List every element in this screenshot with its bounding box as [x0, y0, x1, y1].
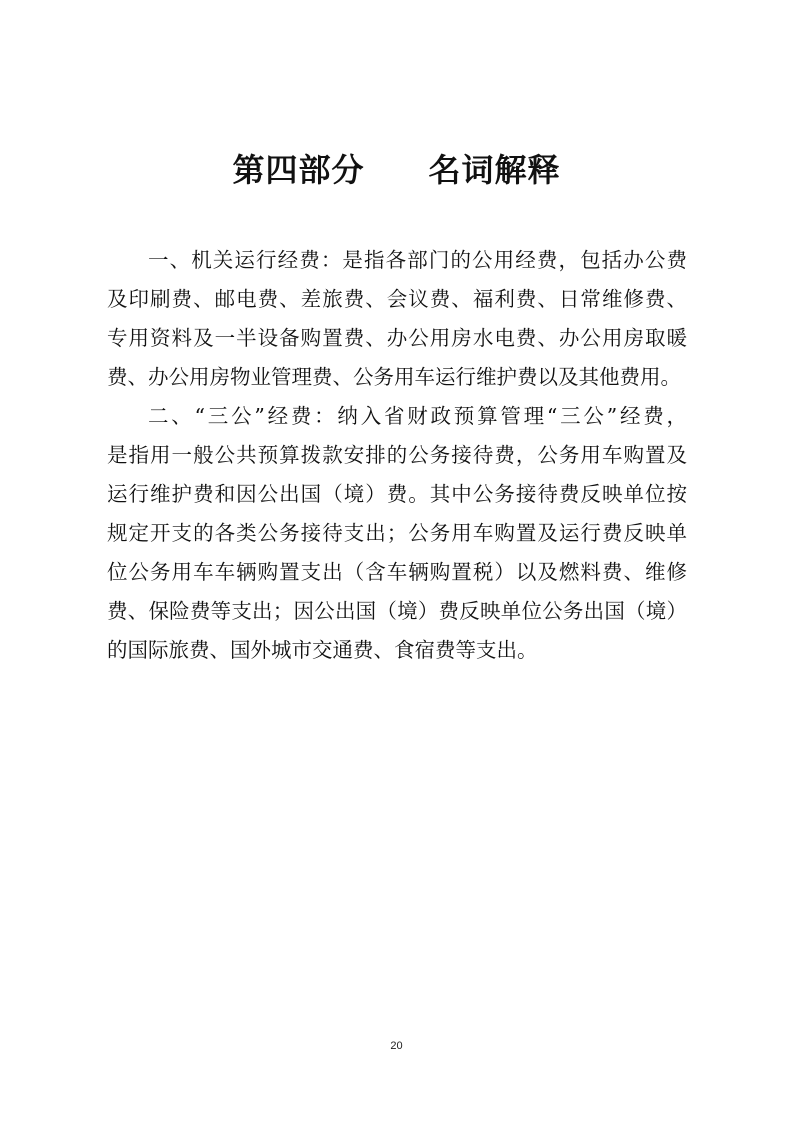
paragraph-line: 是指用一般公共预算拨款安排的公务接待费，公务用车购置及: [107, 443, 687, 467]
paragraph-three-public-expenses: [107, 397, 687, 670]
paragraph-line: 运行维护费和因公出国（境）费。其中公务接待费反映单位按: [107, 482, 687, 506]
paragraph-line: 规定开支的各类公务接待支出；公务用车购置及运行费反映单: [107, 521, 687, 545]
body-text: [107, 241, 687, 670]
paragraph-line: 及印刷费、邮电费、差旅费、会议费、福利费、日常维修费、: [107, 287, 687, 311]
page-number: 20: [390, 1040, 403, 1052]
title-part-label: 第四部分: [232, 151, 365, 189]
paragraph-line: 一、机关运行经费：是指各部门的公用经费，包括办公费: [148, 248, 687, 272]
paragraph-line: 专用资料及一半设备购置费、办公用房水电费、办公用房取暖: [107, 326, 687, 350]
title-name-label: 名词解释: [428, 151, 561, 189]
paragraph-line: 的国际旅费、国外城市交通费、食宿费等支出。: [107, 638, 538, 662]
paragraph-line: 费、保险费等支出；因公出国（境）费反映单位公务出国（境）: [107, 599, 687, 623]
paragraph-line: 费、办公用房物业管理费、公务用车运行维护费以及其他费用。: [107, 365, 681, 389]
paragraph-line: 位公务用车车辆购置支出（含车辆购置税）以及燃料费、维修: [107, 560, 687, 584]
page-title: [0, 146, 793, 190]
paragraph-operating-expenses: [107, 241, 687, 397]
paragraph-line: 二、“三公”经费：纳入省财政预算管理“三公”经费，: [148, 404, 687, 428]
